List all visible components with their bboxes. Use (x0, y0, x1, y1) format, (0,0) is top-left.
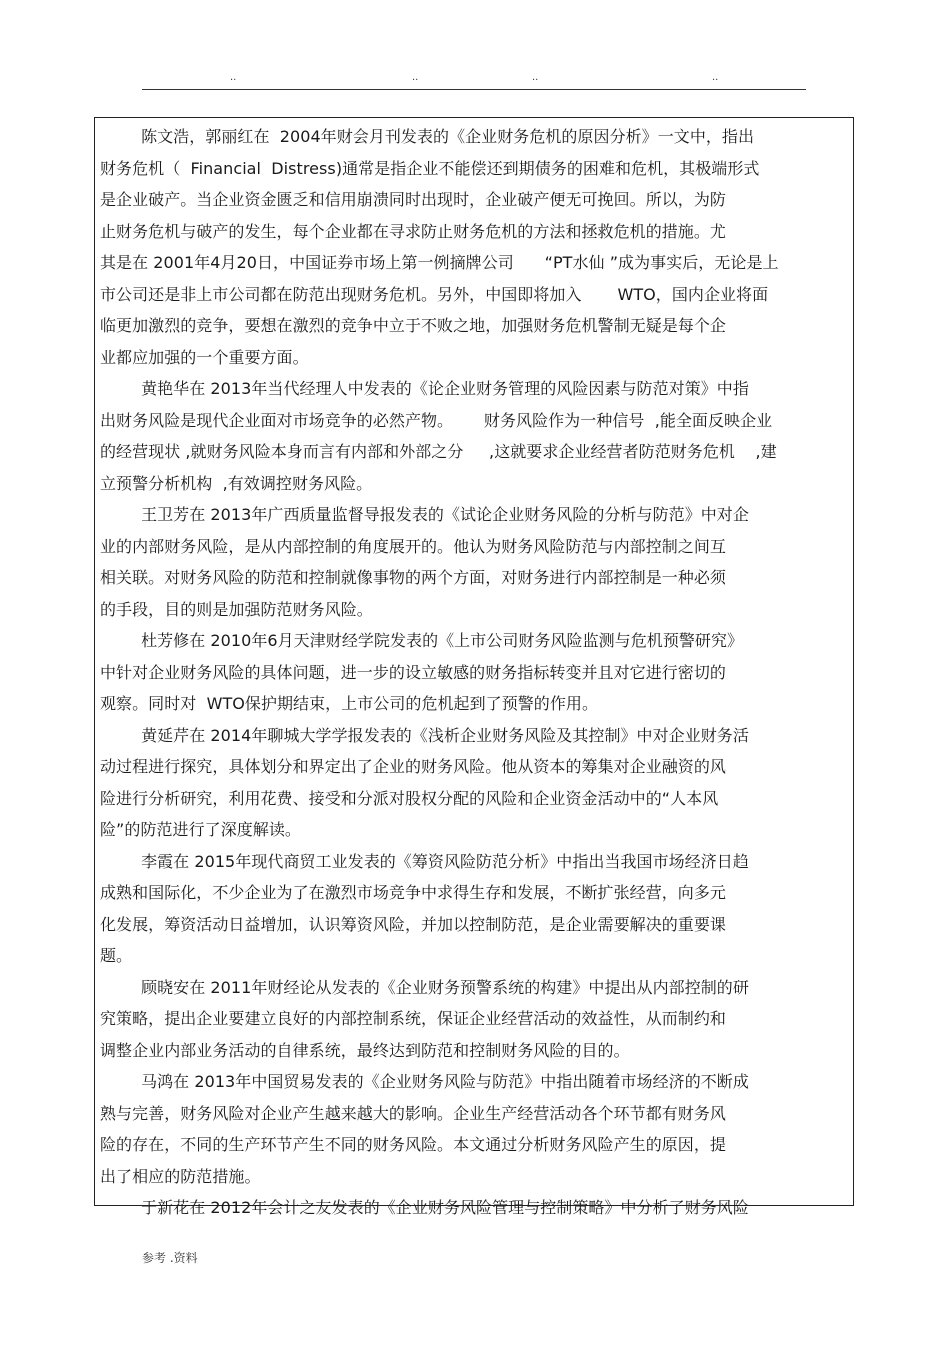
text-line: 其是在 2001年4月20日，中国证券市场上第一例摘牌公司 “PT水仙 ”成为事实后，无论是上 (100, 253, 779, 272)
text-line: 黄艳华在 2013年当代经理人中发表的《论企业财务管理的风险因素与防范对策》中指 (100, 379, 749, 398)
text-line: 黄延芹在 2014年聊城大学学报发表的《浅析企业财务风险及其控制》中对企业财务活 (100, 725, 749, 745)
text-line: 立预警分析机构 ,有效调控财务风险。 (100, 473, 373, 493)
text-line: 王卫芳在 2013年广西质量监督导报发表的《试论企业财务风险的分析与防范》中对企 (100, 505, 749, 524)
body-text (100, 121, 854, 1224)
text-line: 于新花在 2012年会计之友发表的《企业财务风险管理与控制策略》中分析了财务风险 (100, 1198, 749, 1217)
text-line: 李霞在 2015年现代商贸工业发表的《筹资风险防范分析》中指出当我国市场经济日趋 (100, 851, 749, 871)
text-line: 临更加激烈的竞争，要想在激烈的竞争中立于不败之地，加强财务危机警制无疑是每个企 (100, 316, 726, 335)
text-line: 题。 (100, 946, 133, 965)
header-dots: .. (532, 72, 539, 83)
header-dots: .. (230, 72, 237, 83)
text-line: 险的存在，不同的生产环节产生不同的财务风险。本文通过分析财务风险产生的原因，提 (100, 1135, 726, 1154)
text-line: 顾晓安在 2011年财经论从发表的《企业财务预警系统的构建》中提出从内部控制的研 (100, 977, 749, 997)
text-line: 熟与完善，财务风险对企业产生越来越大的影响。企业生产经营活动各个环节都有财务风 (100, 1103, 726, 1123)
content-frame (94, 117, 854, 1217)
text-line: 观察。同时对 WTO保护期结束，上市公司的危机起到了预警的作用。 (100, 694, 599, 713)
text-line: 马鸿在 2013年中国贸易发表的《企业财务风险与防范》中指出随着市场经济的不断成 (100, 1072, 749, 1091)
text-line: 险进行分析研究，利用花费、接受和分派对股权分配的风险和企业资金活动中的“人本风 (100, 788, 719, 808)
text-line: 业都应加强的一个重要方面。 (100, 347, 309, 367)
text-line: 的手段，目的则是加强防范财务风险。 (100, 599, 373, 619)
header-dots: .. (712, 72, 719, 83)
text-line: 相关联。对财务风险的防范和控制就像事物的两个方面，对财务进行内部控制是一种必须 (100, 568, 726, 587)
text-line: 调整企业内部业务活动的自律系统，最终达到防范和控制财务风险的目的。 (100, 1040, 630, 1060)
text-line: 财务危机（ Financial Distress)通常是指企业不能偿还到期债务的困难和危机，其极端形式 (100, 158, 760, 178)
text-line: 业的内部财务风险，是从内部控制的角度展开的。他认为财务风险防范与内部控制之间互 (100, 536, 726, 556)
text-line: 杜芳修在 2010年6月天津财经学院发表的《上市公司财务风险监测与危机预警研究》 (100, 631, 744, 650)
text-line: 止财务危机与破产的发生，每个企业都在寻求防止财务危机的方法和拯救危机的措施。尤 (100, 221, 726, 241)
text-line: 的经营现状 ,就财务风险本身而言有内部和外部之分 ,这就要求企业经营者防范财务危机 ,建 (100, 442, 777, 461)
text-line: 市公司还是非上市公司都在防范出现财务危机。另外，中国即将加入 WTO，国内企业将面 (100, 284, 769, 304)
text-line: 出了相应的防范措施。 (100, 1166, 261, 1186)
text-line: 出财务风险是现代企业面对市场竞争的必然产物。 财务风险作为一种信号 ,能全面反映企业 (100, 410, 773, 430)
text-line: 究策略，提出企业要建立良好的内部控制系统，保证企业经营活动的效益性，从而制约和 (100, 1009, 726, 1028)
footer-note: 参考 .资料 (142, 1251, 198, 1265)
text-line: 险”的防范进行了深度解读。 (100, 820, 301, 839)
text-line: 中针对企业财务风险的具体问题，进一步的设立敏感的财务指标转变并且对它进行密切的 (100, 662, 726, 682)
text-line: 动过程进行探究，具体划分和界定出了企业的财务风险。他从资本的筹集对企业融资的风 (100, 757, 726, 776)
header-dots: .. (412, 72, 419, 83)
page-header (142, 72, 806, 90)
text-line: 成熟和国际化，不少企业为了在激烈市场竞争中求得生存和发展，不断扩张经营，向多元 (100, 883, 726, 902)
text-line: 是企业破产。当企业资金匮乏和信用崩溃同时出现时，企业破产便无可挽回。所以，为防 (100, 190, 726, 209)
text-line: 化发展，筹资活动日益增加，认识筹资风险，并加以控制防范，是企业需要解决的重要课 (100, 914, 726, 934)
text-line: 陈文浩，郭丽红在 2004年财会月刊发表的《企业财务危机的原因分析》一文中，指出 (100, 127, 755, 146)
